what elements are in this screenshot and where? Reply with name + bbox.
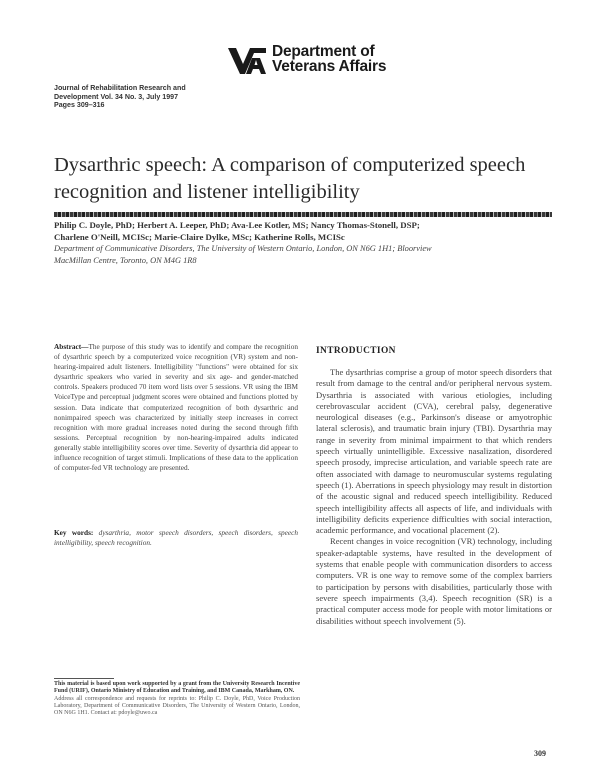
title-line-1: Dysarthric speech: A comparison of computerized speech [54, 154, 526, 176]
page-number: 309 [534, 749, 546, 758]
footnote-divider [54, 678, 114, 679]
title-divider [54, 212, 552, 217]
intro-paragraph-1: The dysarthrias comprise a group of motor speech disorders that result from damage to the central and/or peripheral nervous system. Dysarthria is associated with various etiologies, including cerebrovascular accident (CVA), cerebral palsy, degenerative neurological diseases (e.g., Parkinson's disease or amyotrophic lateral sclerosis), and traumatic brain injury (TBI). Dysarthria may range in severity from minimal impairment to that which renders speech virtually unintelligible. Excessive nasalization, disordered speech prosody, imprecise articulation, and variable speech rate are often associated with damage to neuromuscular systems regulating speech (1). Aberrations in speech physiology may result in distortion of the acoustic signal and reduced speech intelligibility. Reduced speech intelligibility affects all aspects of life, and individuals with intelligibility deficits experience difficulties with social interaction, academic performance, and vocational placement (2). [316, 367, 552, 536]
footnote-funding: This material is based upon work supported by a grant from the University Research Incentive Fund (URIF), Ontario Ministry of Education and Training, and IBM Canada, Markham, ON. [54, 681, 300, 695]
affiliation [54, 243, 554, 266]
va-emblem-icon [226, 44, 268, 78]
affiliation-line-1: Department of Communicative Disorders, The University of Western Ontario, London, ON N6G 1H1; Bloorview [54, 244, 432, 253]
journal-citation [54, 84, 254, 110]
va-organization-name [272, 44, 386, 74]
abstract-label: Abstract— [54, 342, 89, 351]
article-title [54, 152, 554, 206]
authors-line-2: Charlene O'Neill, MCISc; Marie-Claire Dylke, MSc; Katherine Rolls, MCISc [54, 231, 345, 242]
footnote [54, 681, 300, 717]
logo-line-2: Veterans Affairs [272, 58, 387, 75]
author-list [54, 220, 554, 244]
abstract [54, 342, 298, 473]
affiliation-line-2: MacMillan Centre, Toronto, ON M4G 1R8 [54, 255, 197, 265]
abstract-text: The purpose of this study was to identify and compare the recognition of dysarthric speech by a computerized voice recognition (VR) system and non-hearing-impaired adult listeners. Intelligibility "functions" were obtained for six dysarthric speakers who varied in severity and six age- and gender-matched controls. Speakers produced 70 item word lists over 5 sessions. VR using the IBM VoiceType and perceptual judgment scores were obtained and functions plotted by session. Data indicate that computerized recognition of both dysarthric and nonimpaired speech was characterized by initially steep increases in correct recognition with more gradual increases noted during the second through fifth sessions. Perceptual recognition by non-hearing-impaired adults indicated generally stable intelligibility scores over time. Severity of dysarthria did appear to influence recognition of target stimuli. Implications of these data to the application of computer-fed VR technology are presented. [54, 342, 298, 473]
authors-line-1: Philip C. Doyle, PhD; Herbert A. Leeper, PhD; Ava-Lee Kotler, MS; Nancy Thomas-Stonell, DSP; [54, 220, 420, 230]
introduction-heading: INTRODUCTION [316, 346, 396, 356]
title-line-2: recognition and listener intelligibility [54, 181, 360, 203]
intro-paragraph-2: Recent changes in voice recognition (VR) technology, including speaker-adaptable systems, have resulted in the development of systems that enable people with communication disorders to access computers. VR is one way to remove some of the complex barriers to participation by persons with disabilities, particularly those with severe speech impairments (3,4). Speech recognition (SR) is a practical computer access mode for people with motor limitations or disabilities without speech involvement (5). [316, 536, 552, 626]
keywords [54, 528, 298, 548]
journal-line-2: Development Vol. 34 No. 3, July 1997 [54, 92, 179, 101]
va-logo [226, 44, 526, 78]
introduction-body [316, 367, 552, 627]
keywords-label: Key words: [54, 528, 94, 537]
journal-line-3: Pages 309–316 [54, 101, 105, 110]
keywords-text: dysarthria, motor speech disorders, speech disorders, speech intelligibility, speech recognition. [54, 528, 298, 548]
logo-line-1: Department of [272, 43, 375, 60]
footnote-correspondence: Address all correspondence and requests for reprints to: Philip C. Doyle, PhD, Voice Production Laboratory, Department of Communicative Disorders, The University of Western Ontario, London, ON N6G 1H1. Contact at: pdoyle@uwo.ca [54, 695, 300, 717]
journal-line-1: Journal of Rehabilitation Research and [54, 84, 186, 92]
